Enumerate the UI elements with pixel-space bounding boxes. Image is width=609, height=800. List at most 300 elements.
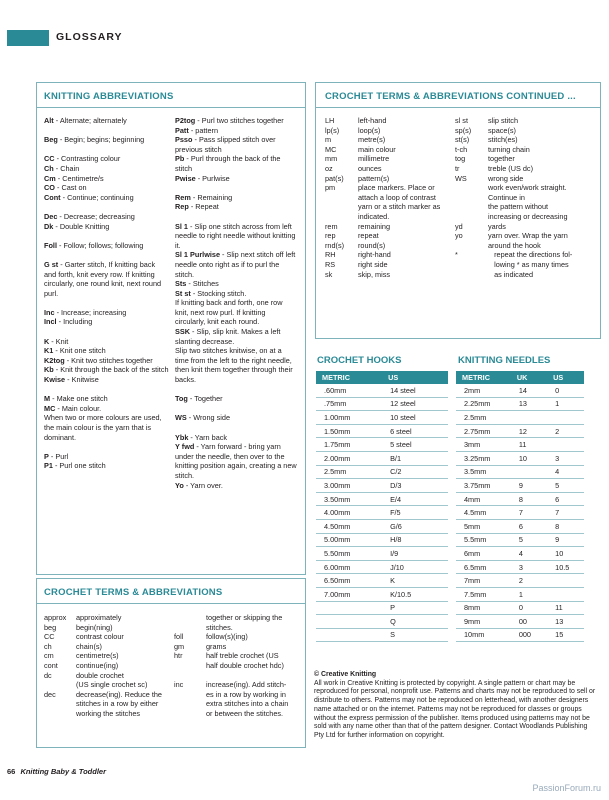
term-meaning: chain(s): [76, 641, 102, 651]
term-abbr: LH: [325, 116, 335, 125]
abbreviation-definition: - Slip one stitch across from left needle to right needle without knitting it.: [175, 221, 296, 250]
abbreviation-entry: [44, 164, 169, 174]
abbreviation-definition: - Purl: [48, 451, 69, 461]
term-abbr: gm: [174, 641, 185, 651]
term-row: [174, 671, 304, 681]
abbreviation-entry: [44, 452, 169, 462]
term-meaning: left-hand: [358, 116, 387, 125]
abbreviation-entry: [175, 289, 297, 299]
table-cell: 8mm: [456, 601, 511, 615]
term-abbr: [174, 661, 206, 671]
term-row: [325, 241, 455, 251]
term-meaning: wrong side: [488, 173, 524, 183]
table-cell: 5.50mm: [316, 547, 382, 561]
term-meaning: follow(s)(ing): [206, 632, 248, 642]
table-cell: [316, 628, 382, 642]
abbreviation-definition: - Begin; begins; beginning: [57, 135, 145, 145]
abbreviation-entry: [44, 193, 169, 203]
term-meaning: repeat: [358, 231, 379, 241]
term-meaning: main colour: [358, 144, 396, 154]
table-cell: S: [382, 628, 448, 642]
table-cell: 11: [511, 438, 547, 452]
abbreviation-term: Pwise: [175, 173, 196, 183]
abbreviation-definition: - Cast on: [54, 183, 87, 193]
term-row: [325, 116, 455, 126]
term-abbr: [455, 183, 488, 193]
term-abbr: [44, 680, 76, 690]
table-cell: [511, 465, 547, 479]
term-row: [174, 709, 304, 719]
table-cell: C/2: [382, 465, 448, 479]
term-row: [455, 212, 597, 222]
term-meaning: half treble crochet (US: [206, 651, 279, 661]
term-meaning: extra stitches into a chain: [206, 699, 289, 709]
header-color-bar: [7, 30, 49, 46]
table-row: [456, 574, 584, 588]
table-row: [316, 492, 448, 506]
term-abbr: [455, 260, 488, 270]
term-meaning: es in a row by working in: [206, 689, 286, 699]
abbreviation-entry: [175, 327, 297, 346]
term-meaning: the pattern without: [488, 202, 549, 212]
term-row: [174, 699, 304, 709]
abbreviation-term: CO: [44, 183, 55, 193]
table-row: [456, 411, 584, 425]
term-abbr: tr: [455, 163, 460, 173]
term-abbr: mm: [325, 154, 338, 164]
table-cell: Q: [382, 615, 448, 629]
term-abbr: sk: [325, 269, 333, 279]
term-row: [325, 270, 455, 280]
table-row: [456, 628, 584, 642]
term-meaning: millimetre: [358, 154, 390, 164]
table-cell: K: [382, 574, 448, 588]
abbreviation-definition: - Together: [187, 394, 223, 404]
abbreviation-term: Incl: [44, 317, 57, 327]
table-cell: 4: [511, 547, 547, 561]
table-cell: 3mm: [456, 438, 511, 452]
page-title: GLOSSARY: [56, 31, 123, 43]
abbreviation-definition: - Repeat: [188, 202, 219, 212]
table-row: [316, 451, 448, 465]
abbreviation-entry: [44, 356, 169, 366]
abbreviation-term: K1: [44, 346, 54, 356]
abbreviation-term: Dec: [44, 211, 58, 221]
term-meaning: together or skipping the: [206, 613, 283, 622]
table-cell: 9mm: [456, 615, 511, 629]
table-row: [316, 384, 448, 397]
term-row: [325, 222, 455, 232]
term-abbr: rep: [325, 231, 336, 241]
abbreviation-entry: [175, 279, 297, 289]
term-row: [325, 250, 455, 260]
term-abbr: pat(s): [325, 173, 344, 183]
abbreviation-definition: - Follow; follows; following: [56, 240, 144, 250]
term-meaning: stitch(es): [488, 135, 518, 145]
table-cell: 1.50mm: [316, 424, 382, 438]
abbreviation-definition: - Yarn forward - bring yarn under the needle, then over to the knitting position again, creating a new stitch.: [175, 442, 297, 480]
abbreviation-term: Ybk: [175, 432, 189, 442]
crochet-continued-title: CROCHET TERMS & ABBREVIATIONS CONTINUED ...: [325, 91, 576, 102]
abbreviation-term: MC: [44, 403, 56, 413]
table-cell: [316, 601, 382, 615]
abbreviation-entry: [44, 154, 169, 164]
term-meaning: (US single crochet sc): [76, 680, 148, 690]
table-cell: 3.5mm: [456, 465, 511, 479]
table-cell: H/8: [382, 533, 448, 547]
abbreviation-definition: - Yarn over.: [183, 480, 223, 490]
abbreviation-entry: [44, 461, 169, 471]
table-cell: 8: [547, 519, 584, 533]
table-cell: .75mm: [316, 397, 382, 411]
table-cell: 10: [547, 547, 584, 561]
term-abbr: MC: [325, 144, 337, 154]
crochet-terms-title: CROCHET TERMS & ABBREVIATIONS: [44, 587, 223, 598]
term-row: [325, 174, 455, 184]
abbreviation-definition: - Chain: [53, 163, 80, 173]
term-meaning: approximately: [76, 613, 122, 622]
table-cell: K/10.5: [382, 587, 448, 601]
abbreviation-definition: - Centimetre/s: [55, 173, 104, 183]
table-row: [316, 601, 448, 615]
term-meaning: as indicated: [488, 269, 534, 279]
table-cell: 2.00mm: [316, 451, 382, 465]
term-row: [455, 135, 597, 145]
term-meaning: increasing or decreasing: [488, 211, 568, 221]
term-meaning: begin(ning): [76, 622, 113, 632]
table-row: [456, 560, 584, 574]
abbreviation-definition: - Decrease; decreasing: [57, 211, 135, 221]
table-cell: G/6: [382, 519, 448, 533]
term-abbr: [174, 613, 206, 623]
term-meaning: work even/work straight.: [488, 183, 567, 193]
table-cell: 4.50mm: [316, 519, 382, 533]
abbreviation-term: Psso: [175, 135, 193, 145]
table-cell: .60mm: [316, 384, 382, 397]
abbreviation-entry: [44, 365, 169, 375]
knitting-needles-title: KNITTING NEEDLES: [458, 355, 551, 366]
abbreviation-entry: [44, 222, 169, 232]
table-header-row: [316, 371, 448, 384]
term-meaning: skip, miss: [358, 269, 391, 279]
term-row: [455, 222, 597, 232]
abbreviation-entry: [44, 308, 169, 318]
term-abbr: [44, 709, 76, 719]
table-cell: F/5: [382, 506, 448, 520]
term-row: [325, 126, 455, 136]
table-header-cell: METRIC: [316, 371, 382, 384]
table-cell: 000: [511, 628, 547, 642]
table-cell: 15: [547, 628, 584, 642]
term-abbr: [174, 690, 206, 700]
abbreviation-definition: If knitting back and forth, one row knit, next row purl. If knitting circularly, knit each round.: [175, 298, 283, 327]
abbreviation-entry: [175, 394, 297, 404]
term-row: [325, 231, 455, 241]
abbreviation-entry: [44, 241, 169, 251]
term-meaning: centimetre(s): [76, 651, 119, 661]
abbreviation-definition: - pattern: [188, 125, 218, 135]
table-row: [456, 438, 584, 452]
abbreviation-definition: - Double Knitting: [53, 221, 110, 231]
abbreviation-term: Kwise: [44, 375, 66, 385]
crochet-hooks-title: CROCHET HOOKS: [317, 355, 402, 366]
term-abbr: rem: [325, 221, 338, 231]
abbreviation-entry: [175, 154, 297, 173]
abbreviation-term: Ch: [44, 163, 54, 173]
abbreviation-term: Patt: [175, 125, 189, 135]
term-abbr: [174, 699, 206, 709]
term-row: [455, 260, 597, 270]
term-meaning: yarn or a stitch marker as: [358, 202, 441, 212]
magazine-name: Knitting Baby & Toddler: [20, 767, 106, 776]
table-cell: 2: [511, 574, 547, 588]
table-row: [456, 397, 584, 411]
abbreviation-entry: [175, 346, 297, 384]
term-meaning: loop(s): [358, 125, 381, 135]
term-row: [44, 642, 172, 652]
abbreviation-term: Dk: [44, 221, 54, 231]
abbreviation-entry: [44, 260, 169, 298]
term-meaning: yards: [488, 221, 506, 231]
term-meaning: indicated.: [358, 211, 390, 221]
watermark: PassionForum.ru: [532, 783, 601, 793]
abbreviation-entry: [44, 174, 169, 184]
term-row: [455, 164, 597, 174]
term-row: [44, 632, 172, 642]
table-cell: 10: [511, 451, 547, 465]
term-row: [174, 690, 304, 700]
table-cell: 10.5: [547, 560, 584, 574]
table-cell: 6: [511, 519, 547, 533]
term-meaning: continue(ing): [76, 660, 119, 670]
abbreviation-entry: [44, 317, 169, 327]
term-row: [325, 145, 455, 155]
abbreviation-entry: [44, 337, 169, 347]
table-cell: [511, 411, 547, 425]
abbreviation-definition: - Main colour.: [55, 403, 102, 413]
term-row: [455, 270, 597, 280]
term-meaning: stitches in a row by either: [76, 699, 159, 709]
term-meaning: grams: [206, 641, 227, 651]
term-row: [325, 183, 455, 193]
abbreviation-entry: [175, 433, 297, 443]
abbreviation-term: Cont: [44, 192, 61, 202]
table-cell: 3.75mm: [456, 479, 511, 493]
table-cell: 1: [511, 587, 547, 601]
abbreviation-entry: [44, 183, 169, 193]
abbreviation-term: P: [44, 451, 49, 461]
term-meaning: right side: [358, 259, 388, 269]
term-abbr: sp(s): [455, 125, 472, 135]
table-row: [456, 465, 584, 479]
abbreviation-entry: [175, 135, 297, 154]
table-row: [316, 533, 448, 547]
abbreviation-entry: [175, 222, 297, 251]
crochet-terms-right: [174, 613, 304, 719]
term-abbr: *: [455, 250, 458, 260]
term-meaning: around the hook: [488, 240, 541, 250]
term-row: [325, 202, 455, 212]
term-abbr: yo: [455, 231, 463, 241]
term-abbr: [325, 212, 358, 222]
term-meaning: repeat the directions fol-: [488, 250, 573, 260]
abbreviation-definition: - Alternate; alternately: [53, 116, 127, 125]
term-row: [455, 193, 597, 203]
term-row: [325, 154, 455, 164]
term-row: [455, 241, 597, 251]
term-abbr: t-ch: [455, 144, 468, 154]
term-row: [44, 699, 172, 709]
table-cell: 11: [547, 601, 584, 615]
term-row: [455, 116, 597, 126]
abbreviation-entry: [175, 126, 297, 136]
table-cell: 1.00mm: [316, 411, 382, 425]
term-abbr: [455, 202, 488, 212]
term-row: [174, 680, 304, 690]
term-abbr: [455, 193, 488, 203]
term-meaning: space(s): [488, 125, 516, 135]
table-cell: 2.5mm: [456, 411, 511, 425]
table-cell: 0: [511, 601, 547, 615]
table-cell: 9: [547, 533, 584, 547]
abbreviation-term: WS: [175, 413, 187, 423]
abbreviation-definition: - Knit one stitch: [53, 346, 106, 356]
table-cell: 3: [511, 560, 547, 574]
table-cell: 13: [511, 397, 547, 411]
abbreviation-term: P1: [44, 461, 53, 471]
abbreviation-definition: - Remaining: [190, 192, 233, 202]
term-abbr: tog: [455, 154, 466, 164]
abbreviation-term: G st: [44, 259, 59, 269]
table-row: [316, 424, 448, 438]
abbreviation-entry: [175, 174, 297, 184]
term-meaning: treble (US dc): [488, 163, 534, 173]
term-row: [44, 651, 172, 661]
term-abbr: cont: [44, 660, 58, 670]
abbreviation-entry: [175, 298, 297, 327]
term-abbr: RH: [325, 250, 336, 260]
term-abbr: beg: [44, 622, 57, 632]
term-abbr: RS: [325, 259, 336, 269]
abbreviation-term: SSK: [175, 327, 191, 337]
abbreviation-term: K2tog: [44, 355, 65, 365]
term-row: [325, 193, 455, 203]
crochet-continued-rule: [315, 107, 601, 108]
abbreviation-term: Foll: [44, 240, 57, 250]
abbreviation-entry: [44, 375, 169, 385]
term-row: [44, 680, 172, 690]
abbreviation-definition: - Continue; continuing: [60, 192, 134, 202]
abbreviation-entry: [44, 135, 169, 145]
table-cell: 1: [547, 397, 584, 411]
table-row: [456, 506, 584, 520]
abbreviation-term: K: [44, 336, 50, 346]
term-abbr: rnd(s): [325, 240, 345, 250]
term-meaning: right-hand: [358, 250, 391, 260]
table-cell: E/4: [382, 492, 448, 506]
table-row: [316, 411, 448, 425]
term-meaning: turning chain: [488, 144, 530, 154]
term-abbr: CC: [44, 632, 55, 642]
knitting-abbreviations-rule: [36, 107, 306, 108]
table-row: [316, 628, 448, 642]
term-meaning: increase(ing). Add stitch-: [206, 680, 287, 690]
abbreviation-definition: - Contrasting colour: [54, 154, 121, 164]
table-row: [456, 451, 584, 465]
copyright-heading: © Creative Knitting: [314, 671, 377, 678]
term-row: [325, 164, 455, 174]
table-cell: 9: [511, 479, 547, 493]
term-row: [174, 623, 304, 633]
table-row: [316, 587, 448, 601]
copyright-notice: [314, 671, 596, 741]
abbreviation-term: Inc: [44, 307, 55, 317]
term-meaning: remaining: [358, 221, 391, 231]
table-row: [456, 479, 584, 493]
term-row: [44, 671, 172, 681]
table-row: [316, 574, 448, 588]
abbreviation-term: Sl 1: [175, 221, 188, 231]
table-cell: B/1: [382, 451, 448, 465]
term-abbr: [174, 671, 206, 681]
term-row: [455, 250, 597, 260]
term-abbr: ch: [44, 641, 52, 651]
abbreviation-term: Sl 1 Purlwise: [175, 250, 221, 260]
term-row: [455, 202, 597, 212]
table-cell: 5 steel: [382, 438, 448, 452]
abbreviation-entry: [175, 116, 297, 126]
table-cell: 5: [547, 479, 584, 493]
knitting-abbreviations-col2: [175, 116, 297, 490]
table-cell: 6.50mm: [316, 574, 382, 588]
abbreviation-entry: [44, 394, 169, 404]
term-meaning: or between the stitches.: [206, 708, 284, 718]
page-footer: [7, 767, 106, 776]
abbreviation-term: Rep: [175, 202, 189, 212]
abbreviation-definition: - Knitwise: [65, 375, 99, 385]
table-cell: 6: [547, 492, 584, 506]
table-row: [316, 615, 448, 629]
term-meaning: half double crochet hdc): [206, 660, 284, 670]
table-cell: 5mm: [456, 519, 511, 533]
term-row: [174, 661, 304, 671]
table-cell: 3.25mm: [456, 451, 511, 465]
term-row: [174, 642, 304, 652]
table-cell: 4.00mm: [316, 506, 382, 520]
term-abbr: st(s): [455, 135, 470, 145]
abbreviation-term: Alt: [44, 116, 54, 125]
abbreviation-entry: [175, 193, 297, 203]
term-abbr: [325, 202, 358, 212]
table-cell: 0: [547, 384, 584, 397]
table-cell: 14 steel: [382, 384, 448, 397]
table-cell: 12: [511, 424, 547, 438]
term-meaning: contrast colour: [76, 632, 124, 642]
term-meaning: metre(s): [358, 135, 386, 145]
table-cell: J/10: [382, 560, 448, 574]
abbreviation-term: Beg: [44, 135, 58, 145]
abbreviation-entry: [175, 442, 297, 480]
term-row: [455, 231, 597, 241]
table-row: [316, 397, 448, 411]
term-meaning: [206, 671, 208, 681]
table-cell: 2.5mm: [316, 465, 382, 479]
term-meaning: attach a loop of contrast: [358, 192, 436, 202]
table-row: [316, 479, 448, 493]
table-cell: 6mm: [456, 547, 511, 561]
page-number: 66: [7, 767, 16, 776]
term-abbr: [455, 212, 488, 222]
